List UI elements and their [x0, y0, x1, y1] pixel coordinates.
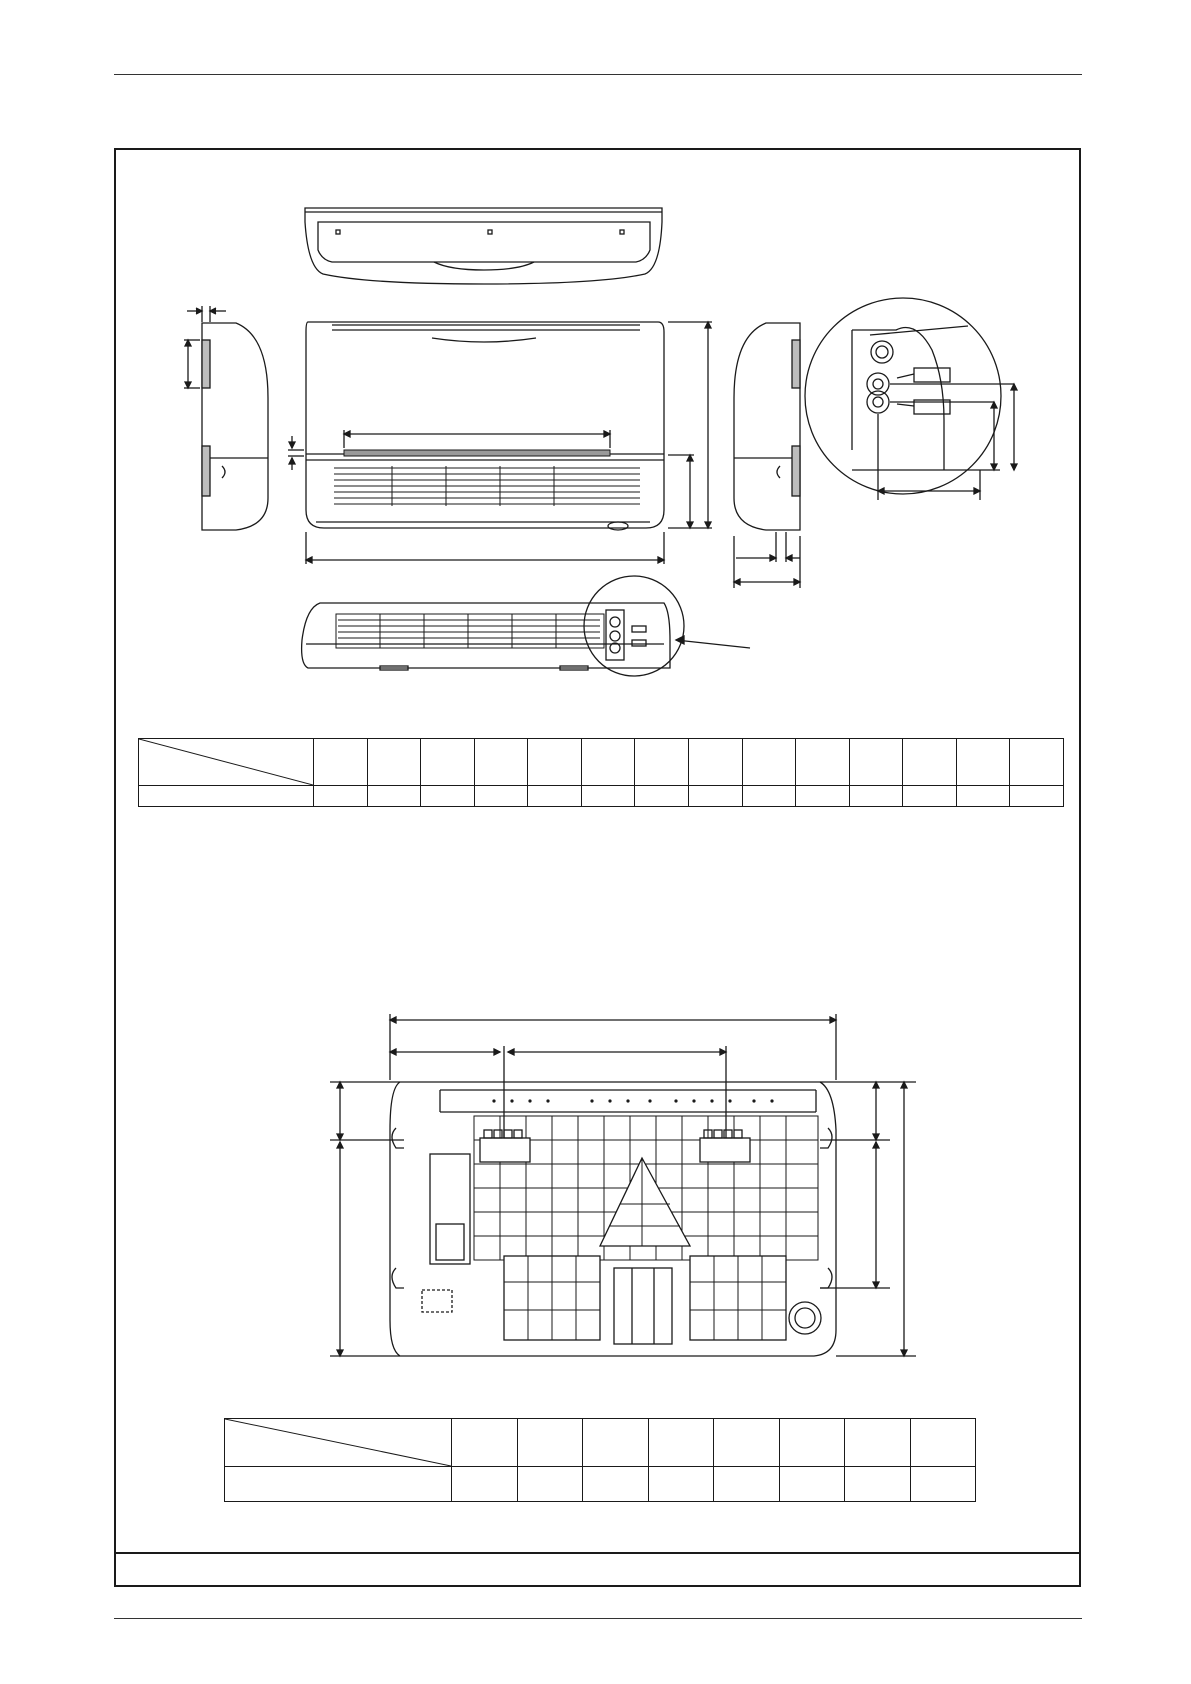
table-2-value-cell [583, 1467, 649, 1502]
table-2-value-cell [910, 1467, 976, 1502]
table-1-value-cell [367, 786, 421, 807]
table-1-header-cell [796, 739, 850, 786]
bottom-view [302, 576, 750, 676]
right-side-view [734, 323, 800, 588]
table-1-row-label-cell [139, 786, 314, 807]
diagonal-line [139, 739, 313, 785]
table-1-header-row [139, 739, 1064, 786]
table-1-value-cell [956, 786, 1010, 807]
table-1-value-cell [635, 786, 689, 807]
table-1-value-cell [314, 786, 368, 807]
table-1-value-cell [903, 786, 957, 807]
table-2-header-cell [452, 1419, 518, 1467]
table-1-value-cell [528, 786, 582, 807]
table-2-row-label-cell [225, 1467, 452, 1502]
table-1-header-cell [421, 739, 475, 786]
table-2-header-cell [910, 1419, 976, 1467]
table-2-value-cell [648, 1467, 714, 1502]
table-2-value-cell [517, 1467, 583, 1502]
pipe-connection-detail [805, 298, 1017, 500]
table-1-header-cell [742, 739, 796, 786]
table-1-value-cell [796, 786, 850, 807]
dimension-table-1 [138, 738, 1064, 807]
diagonal-line [225, 1419, 451, 1466]
table-1-header-cell [635, 739, 689, 786]
table-1-value-cell [742, 786, 796, 807]
table-1-value-cell [849, 786, 903, 807]
table-2-header-cell [714, 1419, 780, 1467]
table-1-diagonal-header-cell [139, 739, 314, 786]
table-2-header-cell [648, 1419, 714, 1467]
top-view [305, 208, 662, 284]
table-2-header-cell [845, 1419, 911, 1467]
table-2-value-cell [452, 1467, 518, 1502]
table-1-header-cell [314, 739, 368, 786]
table-1-header-cell [528, 739, 582, 786]
table-1-header-cell [849, 739, 903, 786]
table-1-header-cell [903, 739, 957, 786]
table-2-value-cell [845, 1467, 911, 1502]
table-2-body-row [225, 1467, 976, 1502]
table-2-value-cell [714, 1467, 780, 1502]
table-2-header-cell [583, 1419, 649, 1467]
table-1-value-cell [688, 786, 742, 807]
table-1-header-cell [581, 739, 635, 786]
left-side-view [184, 306, 268, 530]
table-1-value-cell [1010, 786, 1064, 807]
table-1-value-cell [474, 786, 528, 807]
table-1-body-row [139, 786, 1064, 807]
dimension-table-2 [224, 1418, 976, 1502]
rear-view [330, 1014, 916, 1356]
front-view [288, 322, 712, 564]
table-1-header-cell [956, 739, 1010, 786]
table-2-header-row [225, 1419, 976, 1467]
table-2-header-cell [779, 1419, 845, 1467]
table-2-value-cell [779, 1467, 845, 1502]
table-1-header-cell [688, 739, 742, 786]
table-2-header-cell [517, 1419, 583, 1467]
table-1-value-cell [421, 786, 475, 807]
table-1-value-cell [581, 786, 635, 807]
table-1-header-cell [474, 739, 528, 786]
table-1-header-cell [367, 739, 421, 786]
table-2-diagonal-header-cell [225, 1419, 452, 1467]
table-1-header-cell [1010, 739, 1064, 786]
